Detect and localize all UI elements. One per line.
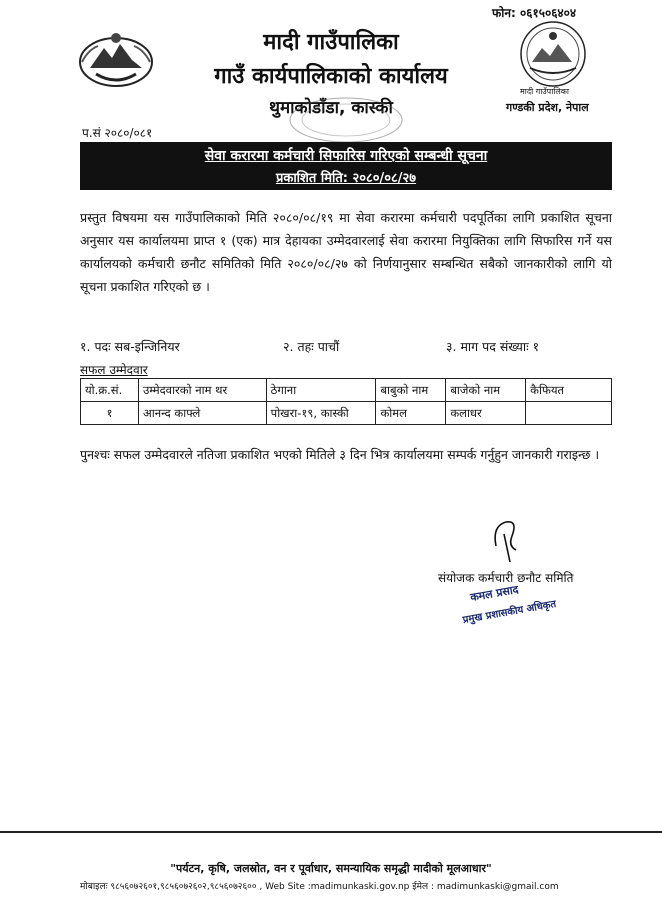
footer-contact: मोबाइलः ९८५६०७२६०१,९८५६०७२६०२,९८५६०७२६०० , Web Site :madimunkaski.gov.np ईमेल : madimunkaski@gmail.com [80, 882, 559, 892]
table-cell-remarks [526, 402, 612, 425]
office-name: गाउँ कार्यपालिकाको कार्यालय [214, 64, 448, 89]
column-header: बाजेको नाम [446, 379, 526, 402]
post-level: २. तहः पाचौं [283, 339, 340, 354]
footer-slogan: "पर्यटन, कृषि, जलस्रोत, वन र पूर्वाधार, समन्यायिक समृद्धी मादीको मूलआधार" [170, 862, 492, 875]
signature-icon [488, 516, 528, 564]
province-name: गण्डकी प्रदेश, नेपाल [506, 101, 589, 114]
table-cell-serial: १ [81, 402, 139, 425]
column-header: ठेगाना [266, 379, 376, 402]
signatory-title: संयोजक कर्मचारी छनौट समिति [438, 571, 574, 585]
post-position: १. पदः सब-इन्जिनियर [80, 339, 180, 354]
table-cell-address: पोखरा-१९, कास्की [266, 402, 376, 425]
reference-number: प.सं २०८०/०८१ [82, 126, 153, 140]
phone-number: फोन: ०६१५०६४०४ [492, 6, 577, 20]
table-row [81, 402, 612, 425]
table-cell-grandfather: कलाधर [446, 402, 526, 425]
column-header: उम्मेदवारको नाम थर [138, 379, 266, 402]
footer-divider [0, 831, 662, 833]
successful-candidate-label: सफल उम्मेदवार [80, 363, 148, 377]
column-header: बाबुको नाम [376, 379, 446, 402]
post-demand: ३. माग पद संख्याः १ [446, 339, 540, 354]
notice-body: प्रस्तुत विषयमा यस गाउँपालिकाको मिति २०८०/०८/१९ मा सेवा करारमा कर्मचारी पदपूर्तिका लागि प्रकाशित सूचना अनुसार यस कार्यालयमा प्राप्त १ (एक) मात्र देहायका उम्मेदवारलाई सेवा करारमा नियुक्तिका लागि सिफारिस गर्ने यस कार्यालयको कर्मचारी छनौट समितिको मिति २०८०/०८/२७ को निर्णयानुसार सम्बन्धित सबैको जानकारीको लागि यो सूचना प्रकाशित गरिएको छ । [80, 210, 612, 294]
column-header: यो.क्र.सं. [81, 379, 139, 402]
office-location: थुमाकोडाँडा, कास्की [269, 98, 393, 118]
notice-title: सेवा करारमा कर्मचारी सिफारिस गरिएको सम्बन्धी सूचना [204, 148, 488, 164]
notice-date: प्रकाशित मिति: २०८०/०८/२७ [275, 171, 417, 186]
signature-stamp-name: कमल प्रसाद [469, 582, 520, 605]
table-header-row [81, 379, 612, 402]
right-emblem-caption: मादी गाउँपालिका [520, 87, 570, 96]
notice-header [80, 142, 612, 190]
candidate-table [80, 378, 612, 425]
office-seal-icon [286, 96, 406, 146]
signature-stamp-title: प्रमुख प्रशासकीय अधिकृत [462, 598, 557, 627]
municipality-name: मादी गाउँपालिका [263, 30, 399, 55]
table-cell-name: आनन्द काफ्ले [138, 402, 266, 425]
postscript-note: पुनश्चः सफल उम्मेदवारले नतिजा प्रकाशित भएको मितिले ३ दिन भित्र कार्यालयमा सम्पर्क गर्नुहुन जानकारी गराइन्छ । [80, 447, 600, 462]
table-cell-father: कोमल [376, 402, 446, 425]
column-header: कैफियत [526, 379, 612, 402]
